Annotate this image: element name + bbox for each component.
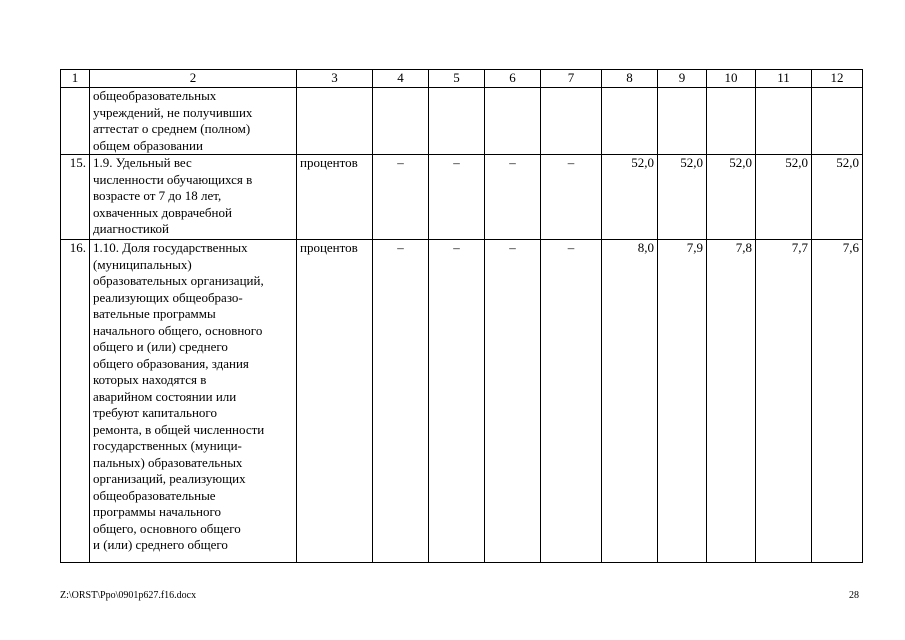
value-cell: 7,8: [707, 240, 756, 563]
value-cell: 52,0: [602, 155, 658, 240]
column-header: 8: [602, 70, 658, 88]
value-cell: 52,0: [812, 155, 863, 240]
column-header: 1: [61, 70, 90, 88]
table-cell: [602, 88, 658, 155]
text-line: учреждений, не получивших: [93, 104, 253, 120]
text-line: охваченных доврачебной: [93, 204, 232, 220]
text-line: 1.10. Доля государственных: [93, 240, 248, 255]
dash-cell: –: [541, 155, 602, 240]
dash-cell: –: [541, 240, 602, 563]
text-line: пальных) образовательных: [93, 454, 243, 470]
value-cell: 7,6: [812, 240, 863, 563]
text-line: которых находятся в: [93, 372, 207, 387]
row-number: 15.: [61, 155, 90, 240]
text-line: начального общего, основного: [93, 322, 263, 338]
table-cell: [297, 88, 373, 155]
table-cell: [541, 88, 602, 155]
text-line: программы начального: [93, 504, 222, 519]
value-cell: 7,7: [756, 240, 812, 563]
value-cell: 7,9: [658, 240, 707, 563]
column-header: 4: [373, 70, 429, 88]
column-header: 9: [658, 70, 707, 88]
indicator-text: [90, 88, 297, 155]
header-row: [61, 70, 863, 88]
text-line: требуют капитального: [93, 405, 217, 420]
table-row-15: [61, 155, 863, 240]
text-line: организаций, реализующих: [93, 471, 246, 486]
text-line: общего и (или) среднего: [93, 339, 228, 354]
text-line: аварийном состоянии или: [93, 388, 237, 404]
dash-cell: –: [373, 155, 429, 240]
value-cell: 52,0: [707, 155, 756, 240]
row-number: [61, 88, 90, 155]
indicator-text: [90, 155, 297, 240]
text-line: реализующих общеобразо-: [93, 289, 243, 305]
text-line: общеобразовательные: [93, 487, 216, 503]
indicators-table: [60, 69, 863, 563]
dash-cell: –: [373, 240, 429, 563]
column-header: 12: [812, 70, 863, 88]
table-cell: [707, 88, 756, 155]
row-number: 16.: [61, 240, 90, 563]
table-cell: [812, 88, 863, 155]
table-cell: [373, 88, 429, 155]
column-header: 3: [297, 70, 373, 88]
text-line: общего, основного общего: [93, 520, 241, 536]
table-row-continuation: [61, 88, 863, 155]
dash-cell: –: [429, 240, 485, 563]
text-line: 1.9. Удельный вес: [93, 155, 192, 170]
unit-cell: процентов: [297, 155, 373, 240]
text-line: образовательных организаций,: [93, 273, 264, 288]
text-line: численности обучающихся в: [93, 171, 253, 187]
text-line: и (или) среднего общего: [93, 537, 228, 552]
text-line: (муниципальных): [93, 256, 192, 272]
indicator-text: [90, 240, 297, 563]
text-line: аттестат о среднем (полном): [93, 121, 251, 136]
table-cell: [658, 88, 707, 155]
table-cell: [429, 88, 485, 155]
footer-file-path: Z:\ORST\Ppo\0901p627.f16.docx: [60, 590, 197, 601]
column-header: 5: [429, 70, 485, 88]
text-line: ремонта, в общей численности: [93, 421, 265, 437]
text-line: государственных (муници-: [93, 438, 242, 453]
column-header: 6: [485, 70, 541, 88]
value-cell: 52,0: [658, 155, 707, 240]
text-line: общеобразовательных: [93, 88, 217, 103]
dash-cell: –: [429, 155, 485, 240]
column-header: 7: [541, 70, 602, 88]
text-line: диагностикой: [93, 221, 169, 236]
unit-cell: процентов: [297, 240, 373, 563]
text-line: возрасте от 7 до 18 лет,: [93, 188, 222, 203]
dash-cell: –: [485, 240, 541, 563]
table-cell: [756, 88, 812, 155]
column-header: 10: [707, 70, 756, 88]
text-line: вательные программы: [93, 306, 216, 321]
column-header: 11: [756, 70, 812, 88]
page-number: 28: [849, 590, 859, 601]
text-line: общем образовании: [93, 137, 203, 153]
dash-cell: –: [485, 155, 541, 240]
column-header: 2: [90, 70, 297, 88]
table-cell: [485, 88, 541, 155]
table-row-16: [61, 240, 863, 563]
value-cell: 52,0: [756, 155, 812, 240]
text-line: общего образования, здания: [93, 355, 249, 371]
value-cell: 8,0: [602, 240, 658, 563]
